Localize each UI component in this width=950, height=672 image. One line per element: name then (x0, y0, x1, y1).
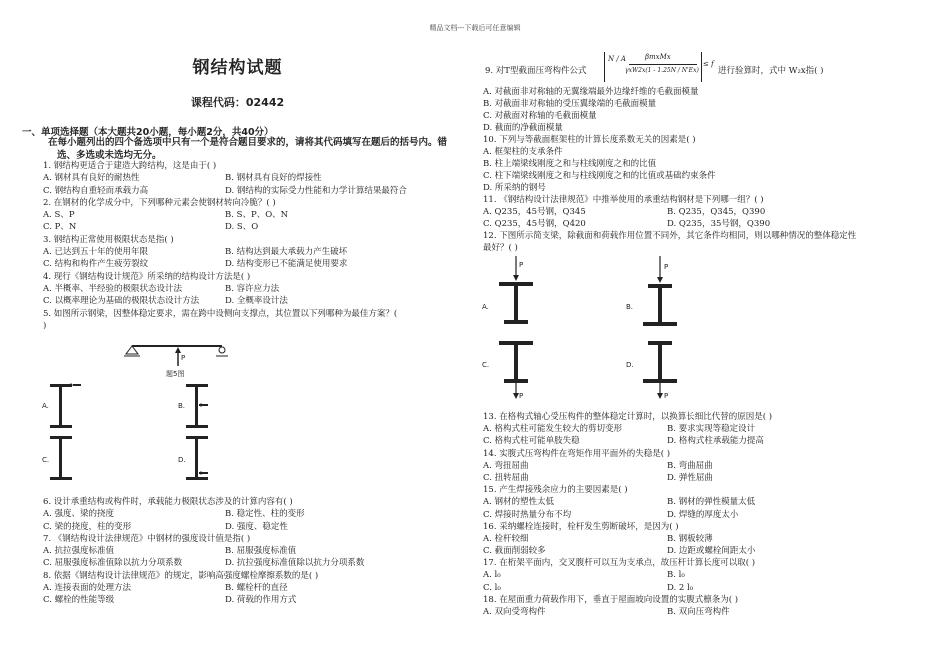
question-line: B. 钢材的弹性模量太低 (667, 497, 756, 508)
question-line: C. 柱下端梁线刚度之和与柱线刚度之和的比值或基础约束条件 (483, 171, 716, 181)
question-line: 1. 钢结构更适合于建造大跨结构，这是由于( ) (43, 161, 217, 171)
fig5-load-label: P (181, 354, 186, 362)
question-line: D. 2 l₀ (667, 582, 694, 593)
figure-q12 (478, 253, 778, 403)
question-line: C. P、N (43, 222, 77, 233)
question-line (667, 411, 764, 423)
question-line: 15. 产生焊接残余应力的主要因素是( ) (483, 485, 628, 496)
formula-fraction-bar (629, 64, 697, 65)
fig12-load-d: P (664, 392, 669, 400)
question-line: 17. 在桁架平面内，交叉腹杆可以互为支承点，故压杆计算长度可以取( ) (483, 558, 756, 569)
question-line: B. 螺栓杆的直径 (225, 583, 288, 594)
question-line (225, 320, 407, 332)
question-line: B. 屈服强度标准值 (225, 546, 297, 557)
question-line (225, 496, 364, 508)
question-line: C. Q235，45号钢，Q420 (483, 219, 586, 229)
question-line: 6. 设计承重结构或构件时，承载能力极限状态涉及的计算内容有( ) (43, 497, 293, 507)
question-line: ) (43, 320, 47, 331)
question-line: A. 钢材的塑性太低 (483, 497, 555, 508)
question-line: B. Q235，Q345，Q390 (667, 207, 766, 217)
question-line (667, 146, 770, 158)
fig12-option-b: B. (626, 303, 634, 311)
question-line: D. 焊缝的厚度太小 (667, 509, 739, 520)
question-line: C. 格构式柱可能单肢失稳 (483, 436, 580, 447)
section-instruction-cont: 选、多选或未选均无分。 (57, 150, 162, 161)
question-line (667, 110, 770, 122)
q9-formula (604, 52, 702, 82)
question-line: C. 焊接时热量分布不均 (483, 509, 572, 520)
formula-limit: ≤ f (703, 60, 714, 68)
formula-denominator: γxW2x(1 - 1.25N / N'Ex) (625, 67, 699, 74)
fig12-load-c: P (519, 392, 524, 400)
question-line: 10. 下列与等截面框架柱的计算长度系数无关的因素是( ) (483, 135, 696, 145)
q9-prefix: 9. 对T型截面压弯构件公式 (485, 66, 587, 76)
question-line: A. 已达到五十年的使用年限 (43, 247, 149, 258)
section-option-c (42, 436, 72, 480)
question-line: C. 钢结构自重轻而承载力高 (43, 185, 149, 196)
question-line: D. 格构式柱承载能力提高 (667, 436, 764, 447)
question-line: D. 截面的净截面模量 (483, 123, 563, 133)
question-line: 2. 在钢材的化学成分中，下列哪种元素会使钢材转向冷脆？( ) (43, 197, 276, 208)
question-line (667, 98, 770, 110)
question-line: D. 全概率设计法 (225, 296, 288, 307)
question-line: 3. 钢结构正常使用极限状态是指( ) (43, 234, 174, 245)
question-line: B. 双向压弯构件 (667, 607, 730, 617)
question-line: C. 以概率理论为基础的极限状态设计方法 (43, 296, 200, 307)
question-line: A. 格构式柱可能发生较大的剪切变形 (483, 424, 623, 435)
question-line (225, 160, 407, 172)
question-line (667, 122, 770, 134)
question-line: 14. 实腹式压弯构件在弯矩作用平面外的失稳是( ) (483, 448, 671, 459)
question-line: D. 钢结构的实际受力性能和力学计算结果最符合 (225, 185, 407, 196)
fig12-option-c: C. (482, 361, 490, 369)
question-line: A. 弯扭屈曲 (483, 460, 529, 471)
question-line: A. 框架柱的支承条件 (483, 147, 563, 157)
question-line (667, 230, 770, 242)
question-line: 7. 《钢结构设计法律规范》中钢材的强度设计值是指( ) (43, 533, 251, 544)
question-line: D. 所采纳的钢号 (483, 183, 546, 193)
question-line: D. S、O (225, 222, 259, 233)
question-line (667, 594, 764, 606)
question-line: C. 对截面对称轴的毛截面模量 (483, 111, 597, 121)
fig5-option-c: C. (42, 456, 50, 464)
question-line (225, 197, 407, 209)
question-line: D. 抗拉强度标准值除以抗力分项系数 (225, 558, 365, 569)
question-line: B. 柱上端梁线刚度之和与柱线刚度之和的比值 (483, 159, 657, 169)
beam-option-d (626, 341, 677, 400)
formula-numerator: βmxMx (645, 53, 671, 61)
fig5-option-a: A. (42, 402, 49, 410)
section-option-d (178, 436, 208, 480)
question-line: 最好？( ) (483, 243, 518, 253)
question-line: B. S、P、O、N (225, 210, 289, 221)
question-line: A. l₀ (483, 570, 501, 581)
question-line: D. 弹性屈曲 (667, 472, 713, 483)
section-option-a (42, 384, 81, 429)
question-line: A. S、P (43, 210, 75, 221)
question-line: B. 钢板较薄 (667, 533, 713, 544)
q9-suffix: 进行验算时，式中 W₂x指( ) (718, 66, 824, 76)
question-line: A. 强度、梁的挠度 (43, 509, 115, 520)
question-line: A. 钢材具有良好的耐热性 (43, 173, 140, 184)
question-line: 12. 下图所示简支梁，除截面和荷载作用位置不同外，其它条件均相同，则以哪种情况的整体稳定性 (483, 231, 857, 241)
course-code: 课程代码：02442 (190, 96, 285, 109)
question-line: A. 栓杆较细 (483, 533, 529, 544)
fig5-caption: 题5图 (166, 370, 185, 378)
question-line: 5. 如图所示钢梁，因整体稳定要求，需在跨中设侧向支撑点，其位置以下列哪种为最佳方案？( (43, 308, 398, 319)
question-line: A. 连接表面的处理方法 (43, 583, 132, 594)
question-line: A. 对截面非对称轴的无翼缘端最外边缘纤维的毛截面模量 (483, 87, 699, 97)
question-line (667, 557, 764, 569)
section-instruction: 在每小题列出的四个备选项中只有一个是符合题目要求的，请将其代码填写在题后的括号内。错 (48, 137, 448, 148)
question-line: D. 强度、稳定性 (225, 521, 288, 532)
figure-q5 (40, 336, 300, 486)
question-line: B. 对截面非对称轴的受压翼缘端的毛截面模量 (483, 99, 657, 109)
question-line (667, 86, 770, 98)
beam-option-a (482, 256, 533, 324)
question-line: 13. 在格构式轴心受压构件的整体稳定计算时，以换算长细比代替的原因是( ) (483, 412, 773, 422)
question-line: 11. 《钢结构设计法律规范》中推举使用的承重结构钢材是下列哪一组？( ) (483, 195, 764, 205)
right-questions-1-col2 (667, 86, 770, 254)
fig12-load-b: P (664, 263, 669, 271)
section-option-b (178, 384, 208, 428)
question-line: 16. 采纳螺栓连接时，栓杆发生剪断破坏，是因为( ) (483, 521, 679, 532)
left-questions-1-col2 (225, 160, 407, 332)
fig5-option-d: D. (178, 456, 186, 464)
formula-n-over-a: N / A (608, 55, 626, 63)
question-line (225, 234, 407, 246)
question-line: D. 边距或螺栓间距太小 (667, 546, 756, 557)
question-line (225, 308, 407, 320)
page-header: 精品文档---下载后可任意编辑 (429, 24, 521, 32)
question-line: C. 截面削弱较多 (483, 546, 546, 557)
fig5-option-b: B. (178, 402, 186, 410)
question-line: C. 结构和构件产生疲劳裂纹 (43, 259, 149, 270)
question-line: C. 扭转屈曲 (483, 472, 529, 483)
question-line (667, 170, 770, 182)
question-line: A. 抗拉强度标准值 (43, 546, 115, 557)
question-line: D. 荷载的作用方式 (225, 595, 297, 606)
question-line: A. Q235，45号钢，Q345 (483, 207, 586, 217)
question-line (667, 182, 770, 194)
question-line (667, 194, 770, 206)
question-line (667, 134, 770, 146)
page-title: 钢结构试题 (192, 58, 283, 78)
question-line: B. 容许应力法 (225, 283, 280, 294)
question-line: C. l₀ (483, 582, 501, 593)
fig12-option-d: D. (626, 361, 634, 369)
question-line: 18. 在屋面重力荷载作用下，垂直于屋面坡向设置的实腹式檩条为( ) (483, 594, 739, 605)
question-line (667, 521, 764, 533)
question-line: A. 半概率、半经验的极限状态设计法 (43, 283, 183, 294)
beam-diagram (124, 346, 228, 378)
question-line: A. 双向受弯构件 (483, 607, 546, 617)
question-line (667, 158, 770, 170)
question-line (667, 484, 764, 496)
fig12-option-a: A. (482, 303, 489, 311)
beam-option-b (626, 256, 677, 326)
question-line (225, 533, 364, 545)
question-line: D. Q235，35号钢，Q390 (667, 219, 771, 229)
question-line: B. 要求实现等稳定设计 (667, 424, 756, 435)
section-heading: 一、单项选择题（本大题共20小题，每小题2分，共40分） (22, 127, 274, 138)
left-questions-2-col2 (225, 496, 364, 607)
question-line: B. 结构达到最大承载力产生破坏 (225, 247, 348, 258)
question-line (225, 570, 364, 582)
question-line: 8. 依据《钢结构设计法律规范》的规定，影响高强度螺栓摩擦系数的是( ) (43, 570, 319, 581)
question-line: 4. 现行《钢结构设计规范》所采纳的结构设计方法是( ) (43, 271, 251, 282)
question-line: B. 稳定性、柱的变形 (225, 509, 305, 520)
question-line: C. 梁的挠度，柱的变形 (43, 521, 132, 532)
question-line: D. 结构变形已不能满足使用要求 (225, 259, 348, 270)
question-line (667, 448, 764, 460)
fig12-load-a: P (519, 261, 524, 269)
beam-option-c (482, 341, 533, 400)
question-line: B. 钢材具有良好的焊接性 (225, 173, 322, 184)
question-line: C. 螺栓的性能等级 (43, 595, 115, 606)
question-line (225, 271, 407, 283)
question-line: B. 弯曲屈曲 (667, 460, 713, 471)
question-line: C. 屈服强度标准值除以抗力分项系数 (43, 558, 183, 569)
right-questions-2-col2 (667, 411, 764, 618)
question-line: B. l₀ (667, 570, 685, 581)
